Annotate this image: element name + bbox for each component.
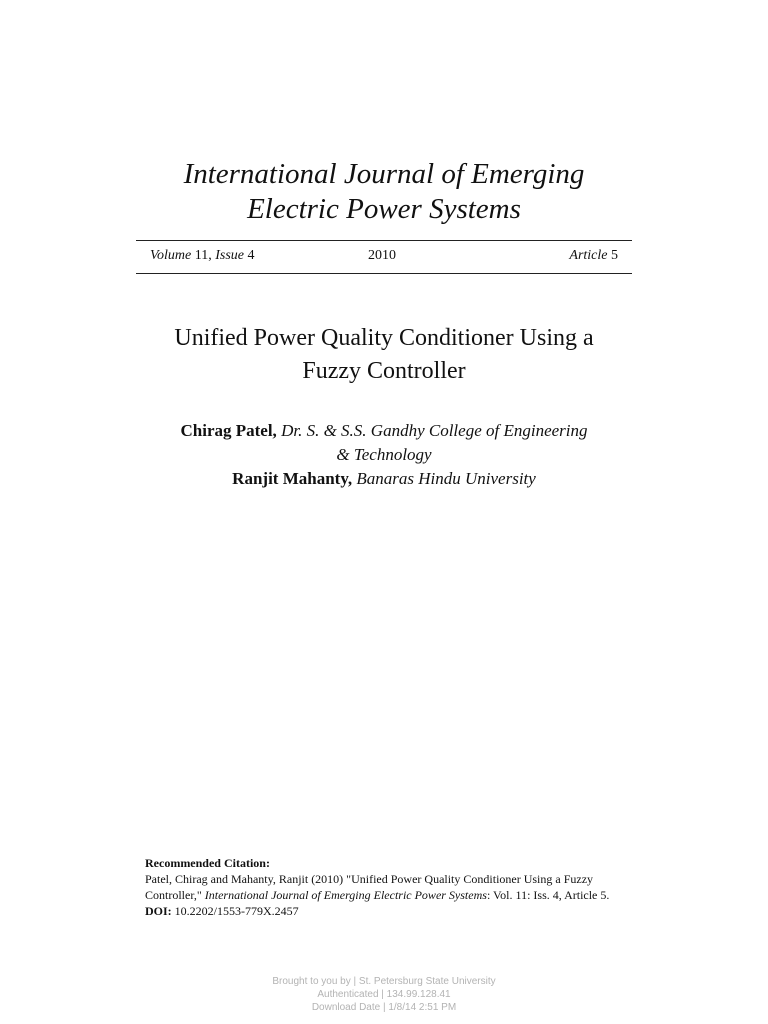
publication-year: 2010: [368, 248, 396, 263]
author-affiliation: Dr. S. & S.S. Gandhy College of Engineering: [281, 421, 588, 440]
journal-title-line-1: International Journal of Emerging: [183, 158, 585, 190]
journal-title-line-2: Electric Power Systems: [247, 193, 521, 225]
issue-meta-line: [150, 246, 618, 266]
watermark-line-3: Download Date | 1/8/14 2:51 PM: [311, 1002, 457, 1013]
volume-number: 11: [194, 248, 209, 263]
article-number: [569, 246, 618, 266]
citation-text-part-2: : Vol. 11: Iss. 4, Article 5.: [486, 888, 610, 902]
paper-title: [0, 322, 768, 388]
download-watermark: [0, 975, 768, 1014]
author-list: [130, 419, 638, 491]
watermark-line-1: Brought to you by | St. Petersburg State University: [272, 976, 496, 987]
citation-text-part-1: Patel, Chirag and Mahanty, Ranjit (2010) "Unified Power Quality Conditioner Using a Fuzzy Controller,": [145, 872, 594, 902]
doi-line: [145, 903, 635, 919]
issue-number: 4: [247, 248, 255, 263]
meta-bottom-divider: [136, 273, 632, 274]
meta-top-divider: [136, 240, 632, 241]
author-entry: [130, 419, 638, 443]
volume-label: Volume: [150, 248, 192, 263]
citation-text: [145, 871, 635, 903]
paper-title-line-2: Fuzzy Controller: [302, 358, 466, 384]
paper-title-line-1: Unified Power Quality Conditioner Using a: [174, 325, 594, 351]
article-label: Article: [569, 248, 608, 263]
author-affiliation: Banaras Hindu University: [356, 469, 536, 488]
doi-label: DOI:: [145, 904, 172, 918]
issue-label: Issue: [215, 248, 244, 263]
journal-title: [0, 157, 768, 227]
recommended-citation: [145, 855, 635, 919]
author-entry: [130, 467, 638, 491]
article-value: 5: [611, 248, 618, 263]
author-affiliation-continued: & Technology: [336, 445, 432, 464]
volume-issue: Volume 11, Issue 4: [150, 248, 255, 263]
watermark-line-2: Authenticated | 134.99.128.41: [317, 989, 451, 1000]
doi-link[interactable]: 10.2202/1553-779X.2457: [174, 904, 299, 918]
author-name: Chirag Patel,: [180, 421, 277, 440]
citation-heading: Recommended Citation:: [145, 856, 270, 870]
citation-journal-name: International Journal of Emerging Electric Power Systems: [204, 888, 487, 902]
author-name: Ranjit Mahanty,: [232, 469, 353, 488]
